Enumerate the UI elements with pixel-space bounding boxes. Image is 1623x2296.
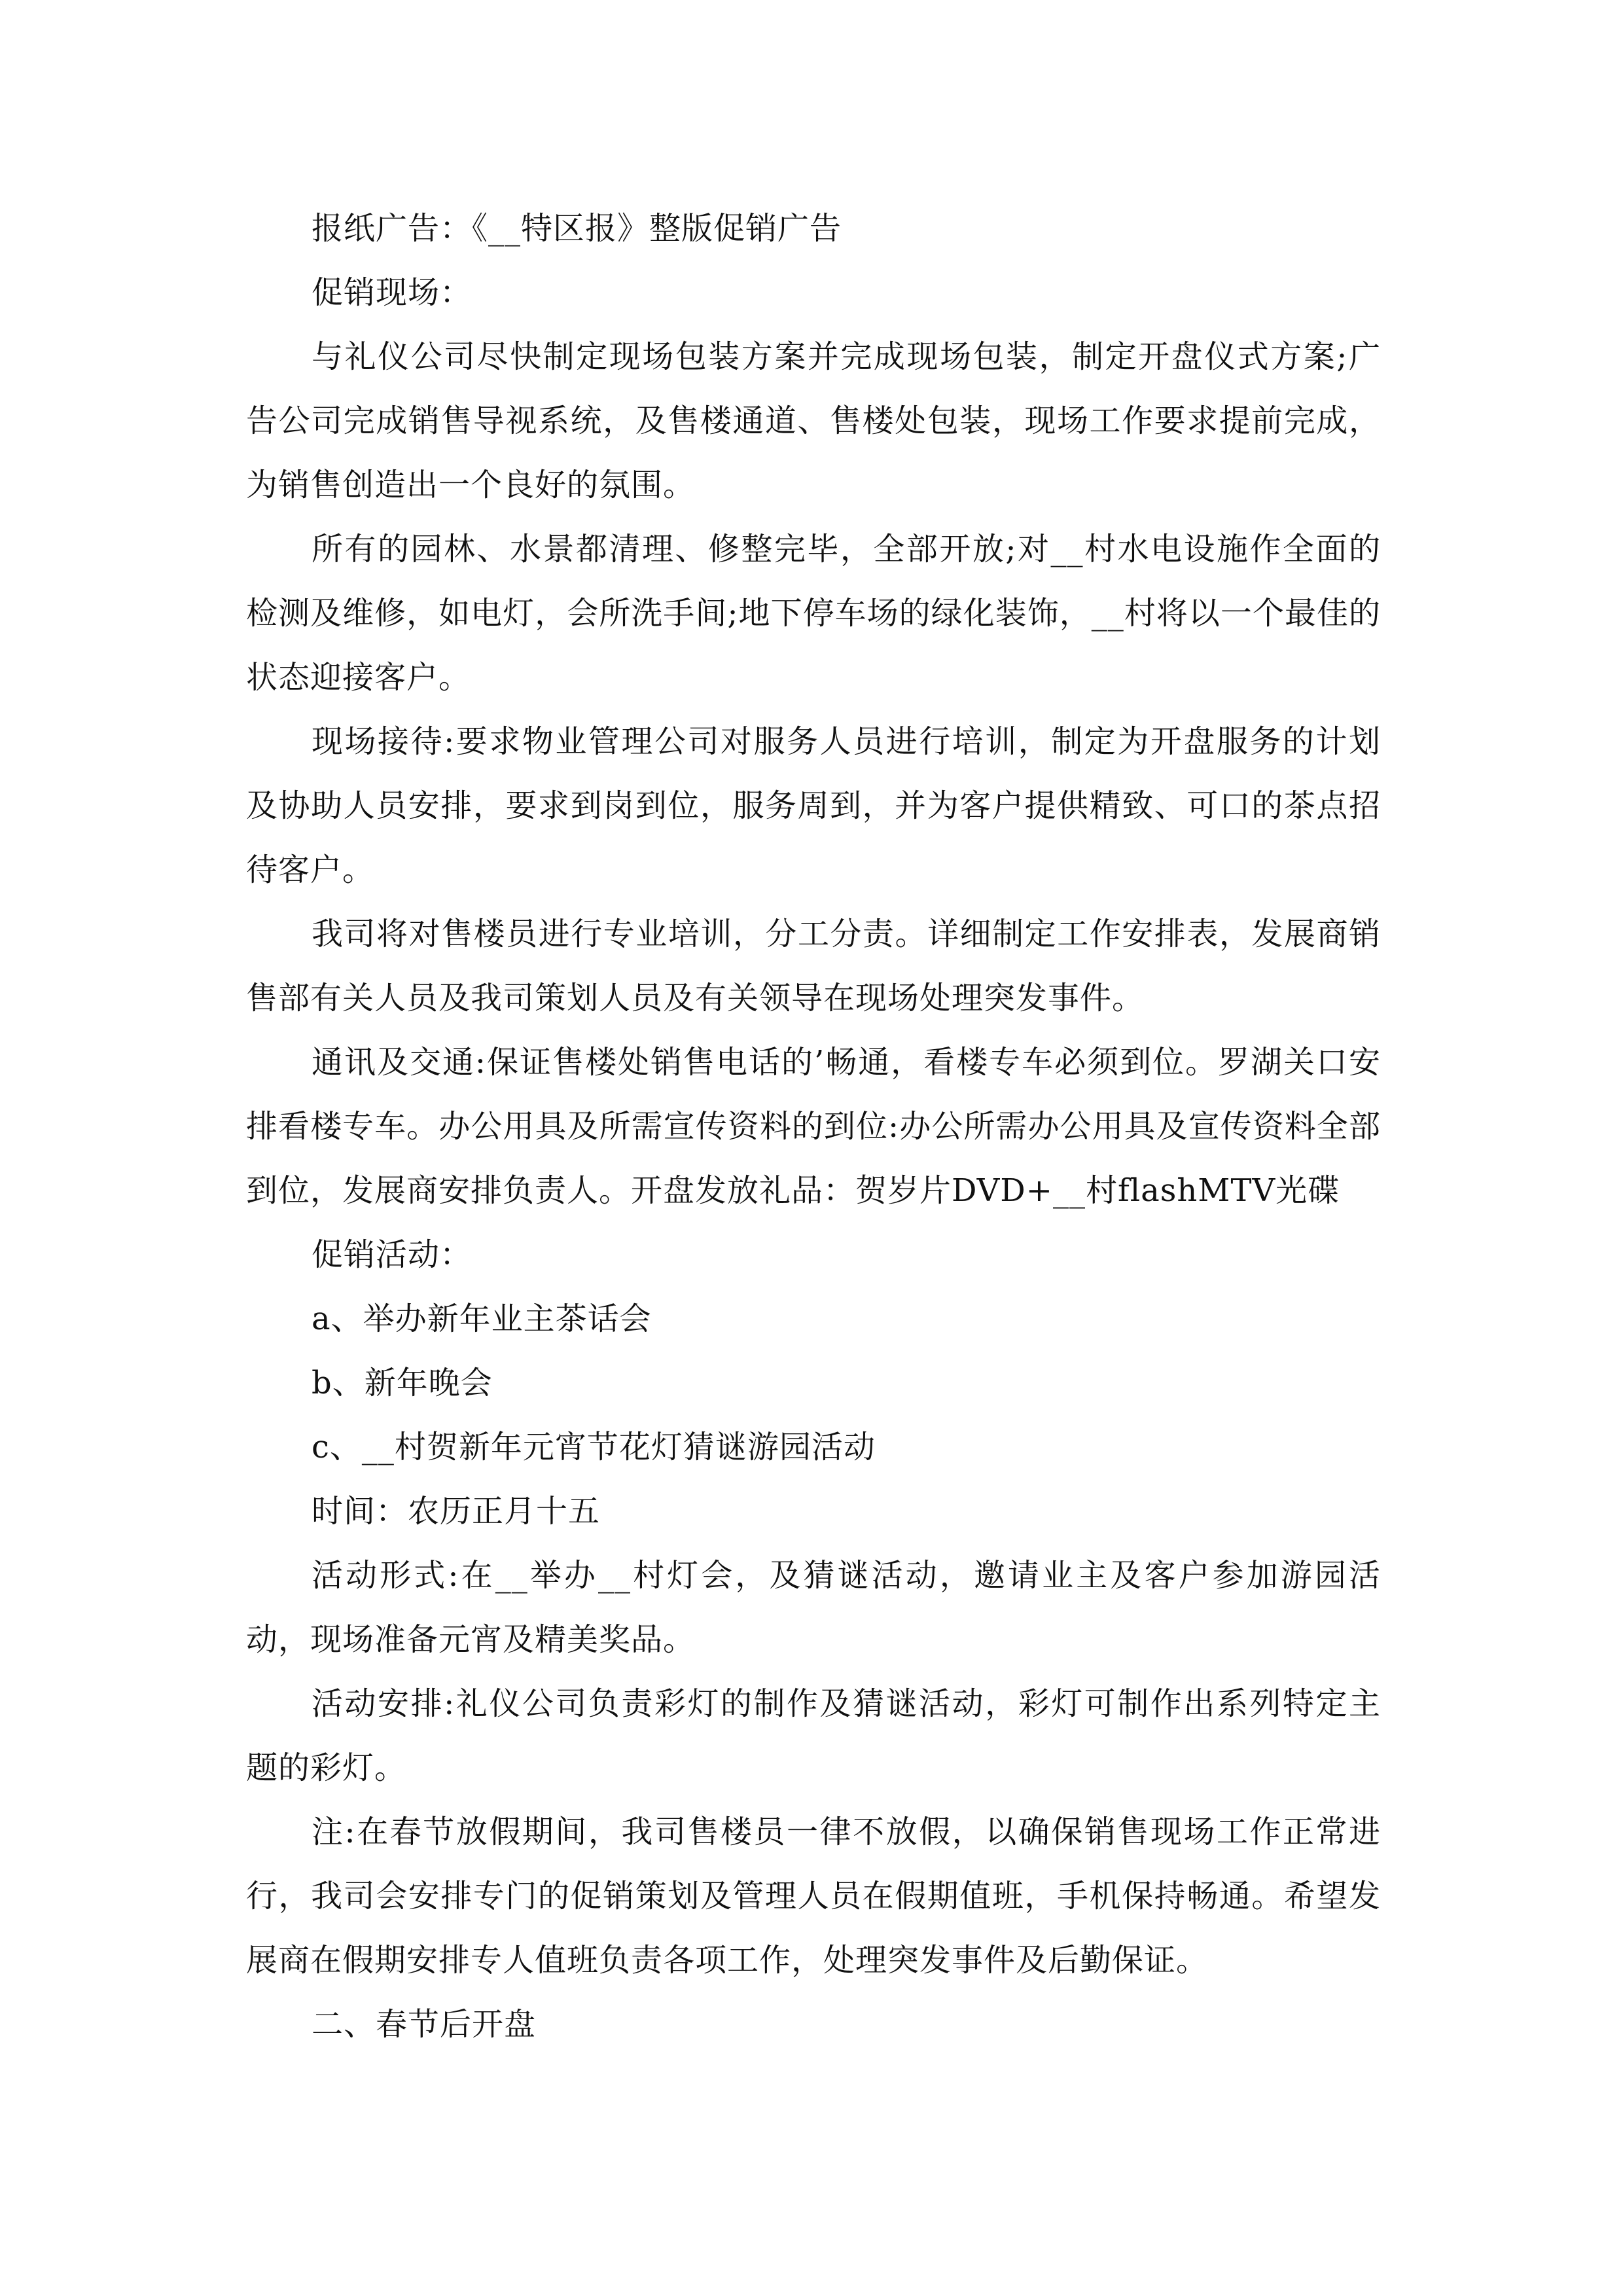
paragraph-reception: 现场接待:要求物业管理公司对服务人员进行培训，制定为开盘服务的计划及协助人员安排，要求到岗到位，服务周到，并为客户提供精致、可口的茶点招待客户。	[246, 723, 1381, 888]
document-page	[246, 196, 1381, 2056]
paragraph-time: 时间：农历正月十五	[312, 1493, 601, 1530]
paragraph-note: 注:在春节放假期间，我司售楼员一律不放假，以确保销售现场工作正常进行，我司会安排专门的促销策划及管理人员在假期值班，手机保持畅通。希望发展商在假期安排专人值班负责各项工作，处理突发事件及后勤保证。	[246, 1814, 1381, 1979]
paragraph-promo-site-heading: 促销现场：	[312, 274, 473, 311]
list-item-a: a、举办新年业主茶话会	[312, 1300, 652, 1337]
paragraph-communication-transport: 通讯及交通:保证售楼处销售电话的’畅通，看楼专车必须到位。罗湖关口安排看楼专车。办公用具及所需宣传资料的到位:办公所需办公用具及宣传资料全部到位，发展商安排负责人。开盘发放礼品：贺岁片DVD+__村flashMTV光碟	[246, 1044, 1381, 1209]
paragraph-newspaper-ad: 报纸广告：《__特区报》整版促销广告	[312, 210, 842, 247]
list-item-b: b、新年晚会	[312, 1365, 493, 1401]
list-item-c: c、__村贺新年元宵节花灯猜谜游园活动	[312, 1429, 876, 1465]
paragraph-activity-form: 活动形式:在__举办__村灯会，及猜谜活动，邀请业主及客户参加游园活动，现场准备元宵及精美奖品。	[246, 1557, 1381, 1658]
paragraph-activity-arrangement: 活动安排:礼仪公司负责彩灯的制作及猜谜活动，彩灯可制作出系列特定主题的彩灯。	[246, 1685, 1381, 1786]
paragraph-promo-activities-heading: 促销活动：	[312, 1236, 473, 1273]
paragraph-site-packaging: 与礼仪公司尽快制定现场包装方案并完成现场包装，制定开盘仪式方案;广告公司完成销售导视系统，及售楼通道、售楼处包装，现场工作要求提前完成，为销售创造出一个良好的氛围。	[246, 338, 1381, 503]
paragraph-staff-training: 我司将对售楼员进行专业培训，分工分责。详细制定工作安排表，发展商销售部有关人员及我司策划人员及有关领导在现场处理突发事件。	[246, 916, 1381, 1016]
paragraph-landscape-maintenance: 所有的园林、水景都清理、修整完毕，全部开放;对__村水电设施作全面的检测及维修，如电灯，会所洗手间;地下停车场的绿化装饰，__村将以一个最佳的状态迎接客户。	[246, 531, 1381, 696]
section-heading: 二、春节后开盘	[312, 2006, 537, 2043]
